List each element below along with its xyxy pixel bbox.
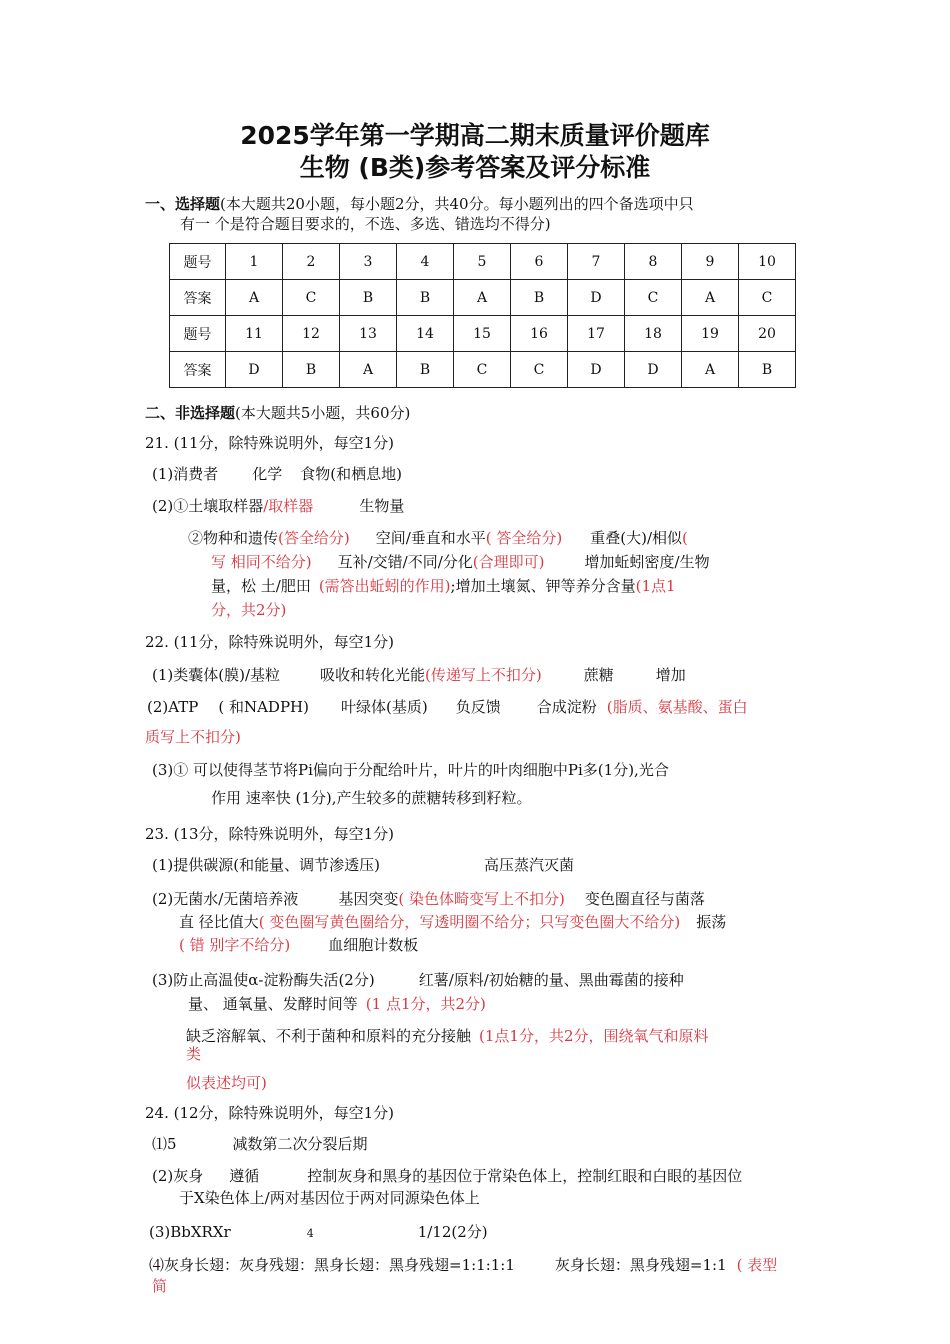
table-row xyxy=(170,280,796,316)
q22-p1a: (1)类囊体(膜)/基粒 xyxy=(152,666,281,684)
q21-p4br: (合理即可) xyxy=(472,553,545,571)
row-label: 题号 xyxy=(170,244,226,280)
q22-head: 22. (11分，除特殊说明外，每空1分) xyxy=(145,633,394,651)
q23-line4 xyxy=(179,935,418,955)
table-cell: C xyxy=(625,280,682,316)
q23-line9: 似表述均可) xyxy=(186,1074,267,1092)
q21-p3cr: ( xyxy=(682,529,688,547)
q22-p2r: (脂质、氨基酸、蛋白 xyxy=(606,698,748,716)
table-cell: 11 xyxy=(226,316,283,352)
q24-line1 xyxy=(152,1134,368,1154)
q24-p4c: 1/12(2分) xyxy=(417,1223,488,1241)
q23-line5 xyxy=(152,970,684,990)
q22-line5: 作用 速率快 (1分),产生较多的蔗糖转移到籽粒。 xyxy=(211,789,532,807)
table-cell: C xyxy=(283,280,340,316)
q22-p2c: 叶绿体(基质) xyxy=(341,698,428,716)
q23-p4b: 血细胞计数板 xyxy=(328,936,419,954)
q24-line5 xyxy=(149,1255,777,1275)
page-title: 2025学年第一学期高二期末质量评价题库 xyxy=(240,121,710,150)
row-label: 答案 xyxy=(170,352,226,388)
q21-p3ar: (答全给分) xyxy=(278,529,350,547)
section1-heading: 一、选择题 xyxy=(145,195,221,213)
q23-p3a: 直 径比值大 xyxy=(179,913,259,931)
q21-p5r2: (1点1 xyxy=(635,577,676,595)
q23-p4r: ( 错 别字不给分) xyxy=(179,936,291,954)
q21-line5 xyxy=(211,576,676,596)
q21-p1b: 化学 xyxy=(252,465,283,483)
table-cell: B xyxy=(511,280,568,316)
q23-p7r: (1点1分，共2分，围绕氧气和原料 xyxy=(479,1027,709,1045)
table-cell: A xyxy=(226,280,283,316)
q21-p3a: ②物种和遗传 xyxy=(188,529,279,547)
q23-p3r: ( 变色圈写黄色圈给分，写透明圈不给分；只写变色圈大不给分) xyxy=(258,913,681,931)
q22-p2e: 合成淀粉 xyxy=(536,698,597,716)
table-row xyxy=(170,244,796,280)
q21-p4b: 互补/交错/不同/分化 xyxy=(337,553,473,571)
row-label: 题号 xyxy=(170,316,226,352)
q23-p7a: 缺乏溶解氧、不利于菌种和原料的充分接触 xyxy=(186,1027,472,1045)
table-cell: D xyxy=(226,352,283,388)
table-cell: D xyxy=(625,352,682,388)
q21-line2 xyxy=(152,496,404,516)
q22-p1d: 增加 xyxy=(655,666,686,684)
table-cell: 14 xyxy=(397,316,454,352)
q24-p2c: 控制灰身和黑身的基因位于常染色体上，控制红眼和白眼的基因位 xyxy=(307,1167,743,1185)
q21-line4 xyxy=(211,552,710,572)
q21-p3b: 空间/垂直和水平 xyxy=(375,529,486,547)
q23-p5a: (3)防止高温使α-淀粉酶失活(2分) xyxy=(152,971,375,989)
q24-p4b: 4 xyxy=(306,1227,314,1240)
table-cell: 6 xyxy=(511,244,568,280)
table-cell: 4 xyxy=(397,244,454,280)
q24-p1b: 减数第二次分裂后期 xyxy=(232,1135,368,1153)
q23-p1a: (1)提供碳源(和能量、调节渗透压) xyxy=(152,856,380,874)
q24-p5r: ( 表型 xyxy=(736,1256,778,1274)
table-cell: 3 xyxy=(340,244,397,280)
q21-p1: (1)消费者 xyxy=(152,465,219,483)
table-cell: A xyxy=(682,352,739,388)
q21-p2b: 生物量 xyxy=(359,497,405,515)
q22-p1c: 蔗糖 xyxy=(583,666,614,684)
q24-line2 xyxy=(152,1166,742,1186)
q22-line3: 质写上不扣分) xyxy=(145,728,241,746)
q21-p5a: 量，松 土/肥田 xyxy=(211,577,311,595)
answer-table xyxy=(169,243,796,388)
table-cell: 5 xyxy=(454,244,511,280)
table-cell: B xyxy=(397,352,454,388)
q23-p2a: (2)无菌水/无菌培养液 xyxy=(152,890,299,908)
table-cell: 12 xyxy=(283,316,340,352)
q21-p1c: 食物(和栖息地) xyxy=(300,465,402,483)
table-cell: 16 xyxy=(511,316,568,352)
table-row xyxy=(170,352,796,388)
table-cell: C xyxy=(454,352,511,388)
q23-p2br: ( 染色体畸变写上不扣分) xyxy=(398,890,565,908)
section2-note: (本大题共5小题，共60分) xyxy=(235,404,411,422)
q23-p5b: 红薯/原料/初始糖的量、黑曲霉菌的接种 xyxy=(418,971,684,989)
table-cell: B xyxy=(739,352,796,388)
table-cell: 18 xyxy=(625,316,682,352)
q24-head: 24. (12分，除特殊说明外，每空1分) xyxy=(145,1104,394,1122)
q23-line8: 类 xyxy=(186,1045,202,1063)
q23-line6 xyxy=(188,994,486,1014)
table-cell: A xyxy=(340,352,397,388)
q23-p1b: 高压蒸汽灭菌 xyxy=(483,856,574,874)
table-cell: A xyxy=(454,280,511,316)
q21-p3br: ( 答全给分) xyxy=(485,529,563,547)
q21-line1 xyxy=(152,464,402,484)
table-cell: 2 xyxy=(283,244,340,280)
table-cell: 7 xyxy=(568,244,625,280)
q23-line3 xyxy=(179,912,726,932)
table-cell: 9 xyxy=(682,244,739,280)
q23-head: 23. (13分，除特殊说明外，每空1分) xyxy=(145,825,394,843)
q21-line3 xyxy=(188,528,688,548)
q21-p5r: (需答出蚯蚓的作用) xyxy=(318,577,451,595)
q21-p2r: /取样器 xyxy=(263,497,314,515)
table-cell: 17 xyxy=(568,316,625,352)
q22-line4: (3)① 可以使得茎节将Pi偏向于分配给叶片，叶片的叶肉细胞中Pi多(1分),光合 xyxy=(152,761,669,779)
row-label: 答案 xyxy=(170,280,226,316)
q24-line6: 简 xyxy=(152,1277,168,1295)
q21-p4c: 增加蚯蚓密度/生物 xyxy=(584,553,710,571)
table-row xyxy=(170,316,796,352)
q23-p6r: (1 点1分，共2分) xyxy=(365,995,486,1013)
q23-p6a: 量、 通氧量、发酵时间等 xyxy=(188,995,358,1013)
q24-line4 xyxy=(149,1222,488,1244)
table-cell: B xyxy=(283,352,340,388)
q23-line7 xyxy=(186,1026,709,1046)
q24-p5b: 灰身长翅：黑身残翅=1:1 xyxy=(554,1256,727,1274)
q24-p5a: ⑷灰身长翅：灰身残翅：黑身长翅：黑身残翅=1:1:1:1 xyxy=(149,1256,515,1274)
section1-note2: 有一 个是符合题目要求的，不选、多选、错选均不得分) xyxy=(180,215,551,233)
q23-p3b: 振荡 xyxy=(696,913,727,931)
q23-line2 xyxy=(152,889,705,909)
q22-p1br: (传递写上不扣分) xyxy=(425,666,542,684)
table-cell: 1 xyxy=(226,244,283,280)
q24-p1a: ⑴5 xyxy=(152,1135,177,1153)
table-cell: B xyxy=(397,280,454,316)
q22-p2a: (2)ATP xyxy=(147,698,199,716)
page-subtitle: 生物 (B类)参考答案及评分标准 xyxy=(299,153,651,182)
q22-line2 xyxy=(147,697,748,717)
q21-p5b: ;增加土壤氮、钾等养分含量 xyxy=(450,577,636,595)
q22-p2b: ( 和NADPH) xyxy=(218,698,309,716)
q23-p2b: 基因突变 xyxy=(338,890,399,908)
q22-p2d: 负反馈 xyxy=(455,698,501,716)
q21-p3c: 重叠(大)/相似 xyxy=(590,529,683,547)
section2-heading-line xyxy=(145,403,410,423)
table-cell: 13 xyxy=(340,316,397,352)
section1-heading-line xyxy=(145,194,694,214)
q23-p2c: 变色圈直径与菌落 xyxy=(584,890,705,908)
q21-p2: (2)①土壤取样器 xyxy=(152,497,264,515)
table-cell: A xyxy=(682,280,739,316)
q23-line1 xyxy=(152,855,574,875)
table-cell: 10 xyxy=(739,244,796,280)
table-cell: C xyxy=(511,352,568,388)
q21-p4r1: 写 相同不给分) xyxy=(211,553,312,571)
table-cell: C xyxy=(739,280,796,316)
q24-p2a: (2)灰身 xyxy=(152,1167,204,1185)
q22-p1b: 吸收和转化光能 xyxy=(320,666,426,684)
q22-line1 xyxy=(152,665,686,685)
table-cell: 15 xyxy=(454,316,511,352)
table-cell: 19 xyxy=(682,316,739,352)
q24-p4a: (3)BbXRXr xyxy=(149,1223,231,1241)
q24-p2b: 遵循 xyxy=(229,1167,260,1185)
table-cell: 20 xyxy=(739,316,796,352)
section1-note1: (本大题共20小题，每小题2分，共40分。每小题列出的四个备选项中只 xyxy=(220,195,694,213)
table-cell: D xyxy=(568,352,625,388)
table-cell: 8 xyxy=(625,244,682,280)
section2-heading: 二、非选择题 xyxy=(145,404,236,422)
q24-line3: 于X染色体上/两对基因位于两对同源染色体上 xyxy=(179,1189,480,1207)
q21-line6: 分，共2分) xyxy=(211,601,287,619)
table-cell: B xyxy=(340,280,397,316)
table-cell: D xyxy=(568,280,625,316)
q21-head: 21. (11分，除特殊说明外，每空1分) xyxy=(145,434,394,452)
